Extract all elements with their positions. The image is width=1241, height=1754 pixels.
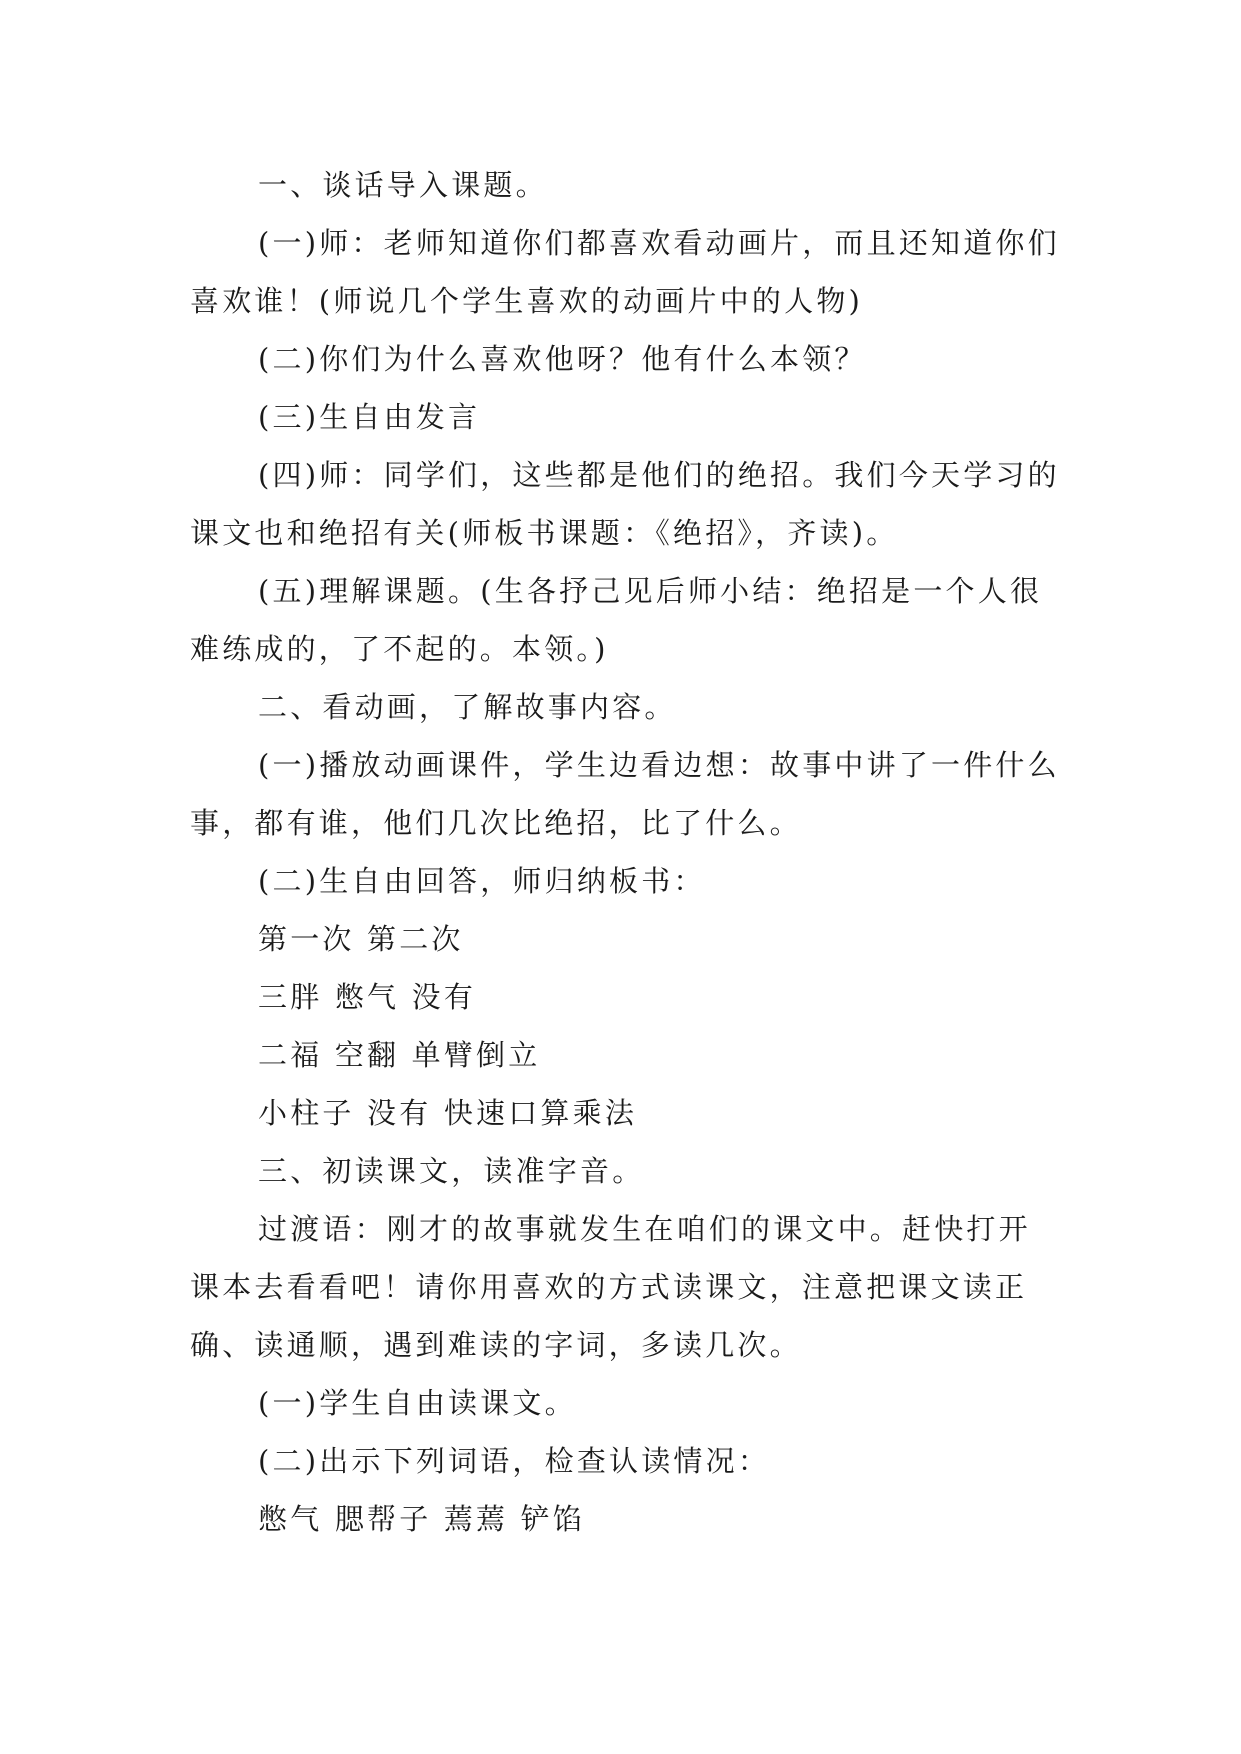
paragraph: (一)学生自由读课文。 xyxy=(258,1386,577,1420)
board-line: 二福 空翻 单臂倒立 xyxy=(258,1038,541,1072)
paragraph: (二)出示下列词语，检查认读情况： xyxy=(258,1444,771,1478)
paragraph: (四)师：同学们，这些都是他们的绝招。我们今天学习的课文也和绝招有关(师板书课题：《绝招》，齐读)。 xyxy=(190,458,1060,550)
paragraph: (一)播放动画课件，学生边看边想：故事中讲了一件什么事，都有谁，他们几次比绝招，比了什么。 xyxy=(190,748,1060,840)
paragraph: (二)你们为什么喜欢他呀？他有什么本领？ xyxy=(258,342,867,376)
board-line: 小柱子 没有 快速口算乘法 xyxy=(258,1096,638,1130)
board-line: 三胖 憋气 没有 xyxy=(258,980,477,1014)
section-heading-2: 二、看动画，了解故事内容。 xyxy=(258,690,677,724)
paragraph: (二)生自由回答，师归纳板书： xyxy=(258,864,706,898)
board-line: 第一次 第二次 xyxy=(258,922,464,956)
paragraph: (三)生自由发言 xyxy=(258,400,481,434)
document-body xyxy=(190,156,1060,1548)
paragraph: (一)师：老师知道你们都喜欢看动画片，而且还知道你们喜欢谁！(师说几个学生喜欢的动画片中的人物) xyxy=(190,226,1060,318)
paragraph: 过渡语：刚才的故事就发生在咱们的课文中。赶快打开课本去看看吧！请你用喜欢的方式读课文，注意把课文读正确、读通顺，遇到难读的字词，多读几次。 xyxy=(190,1212,1031,1362)
vocabulary-line: 憋气 腮帮子 蔫蔫 铲馅 xyxy=(258,1502,586,1536)
section-heading-1: 一、谈话导入课题。 xyxy=(258,168,548,202)
paragraph: (五)理解课题。(生各抒己见后师小结：绝招是一个人很难练成的，了不起的。本领。) xyxy=(190,574,1043,666)
section-heading-3: 三、初读课文，读准字音。 xyxy=(258,1154,645,1188)
